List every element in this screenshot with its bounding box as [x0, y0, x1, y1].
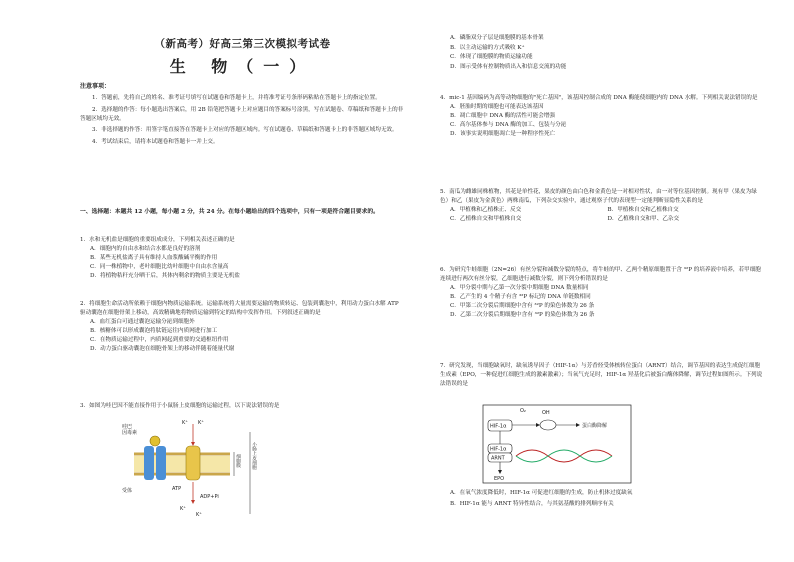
- option-b: B．核糖体可以形成囊泡将肽链运往内质网进行加工: [90, 328, 218, 335]
- notes-block: [80, 82, 405, 147]
- arnt-label: ARNT: [491, 455, 505, 462]
- hif-label: HIF-1α: [490, 423, 507, 430]
- option-a: A．在氧气浓度降低时，HIF-1α 可促进红细胞的生成，防止机体过度缺氧: [450, 490, 633, 496]
- exam-subject: 生 物（一）: [169, 57, 316, 76]
- protease-label: 蛋白酶降解: [582, 423, 608, 429]
- figure-label-k-top: K⁺: [198, 420, 204, 426]
- question-stem: 1．水和无机盐是细胞的重要组成成分，下列相关表述正确的是: [80, 237, 235, 243]
- question-3-stem: 3．如图为哇巴因不能直接作用于小鼠肠上皮细胞的运输过程，以下说法错误的是: [80, 403, 280, 409]
- question-1: [80, 236, 405, 281]
- question-3-options: [440, 34, 765, 72]
- note-item: 2．选择题的作答：每小题选出答案后，用 2B 铅笔把答题卡上对应题目的答案标号涂黑，写在试题卷、草稿纸和答题卡上的非答题区域均无效。: [80, 106, 404, 122]
- notes-heading: 注意事项：: [80, 83, 111, 90]
- o2-label: O₂: [520, 408, 526, 414]
- option-a: A．血红蛋白可通过囊泡运输分泌到细胞外: [90, 319, 195, 326]
- question-6: [440, 266, 765, 320]
- option-b: B．乙产生的 4 个精子有含 ³²P 标记的 DNA 单链数相同: [450, 294, 591, 301]
- hif-regulation-figure: [482, 404, 632, 484]
- option-a: A．甲分裂中期与乙第一次分裂中期细胞 DNA 数量相同: [450, 285, 589, 292]
- question-stem: 6．为研究牛蛙细胞（2N=26）有丝分裂和减数分裂的特点，将牛蛙的甲、乙两个精原细胞置于含 ³²P 的培养液中培养，若甲细胞连续进行两次有丝分裂，乙细胞进行减数分裂，则下列分析错误的是: [440, 267, 761, 283]
- figure-label-k-bottom2: K⁺: [196, 512, 202, 518]
- question-2: [80, 300, 405, 354]
- option-b: B．凋亡细胞中 DNA 酶的活性可能会增强: [450, 113, 555, 120]
- note-item: 1．答题前，先将自己的姓名、准考证号填写在试题卷和答题卡上，并将准考证号条形码粘贴在答题卡上的指定位置。: [92, 95, 381, 102]
- hif-label-2: HIF-1α: [490, 446, 507, 453]
- figure-label-adp: ADP+Pi: [200, 494, 219, 500]
- question-4: [440, 94, 765, 139]
- note-item: 3．非选择题的作答：用签字笔直接答在答题卡上对应的答题区域内。写在试题卷、草稿纸和答题卡上的非答题区域均无效。: [92, 127, 398, 134]
- question-5: [440, 188, 765, 224]
- option-d: D．该事实说明细胞凋亡是一种程序性死亡: [450, 131, 556, 138]
- option-c: C．同一株植物中，老叶细胞比幼叶细胞中自由水含量高: [90, 264, 229, 271]
- option-b: B．甲植株自交和乙植株自交: [607, 207, 679, 214]
- figure-label-drug: 哇巴因毒素: [122, 424, 138, 436]
- option-row: [440, 206, 765, 215]
- membrane-transport-figure: [120, 416, 280, 520]
- option-b: B．HIF-1α 能与 ARNT 特异性结合，与其氨基酸的排列顺序有关: [450, 500, 614, 507]
- question-stem: 2．将细胞生命活动所依赖于细胞内物质运输系统。运输系统将大量需要运输的物质转运、包装到囊泡中，利用动力蛋白水解 ATP 驱动囊泡在细胞骨架上移动，高效精确地将物质运输到特定的结构中发挥作用。下列叙述正确的是: [80, 301, 399, 317]
- option-a: A．甲植株和乙植株正、反交: [450, 207, 522, 214]
- oh-label: OH: [542, 410, 550, 416]
- option-a: A．胚胎时期的细胞也可能表达该基因: [450, 104, 544, 111]
- option-d: D．乙第二次分裂后期细胞中含有 ³²P 的染色体数为 26 条: [450, 312, 595, 319]
- question-7-options: [440, 488, 765, 509]
- option-d: D．将植物秸秆充分晒干后，其体内剩余的物质主要是无机盐: [90, 273, 240, 280]
- question-stem: 4．mic-1 基因编码为高等动物细胞的"死亡基因"，该基因控制合成的 DNA 酶能使细胞内的 DNA 水解。下列相关说法错误的是: [440, 95, 758, 101]
- option-c: C．在物质运输过程中，内质网起到重要的交通枢纽作用: [90, 337, 229, 344]
- option-b: B．某些无机盐离子具有维持人血浆酸碱平衡的作用: [90, 255, 218, 262]
- option-c: C．体现了细胞膜的物质运输功能: [450, 54, 533, 60]
- figure-label-atp: ATP: [172, 486, 182, 492]
- option-c: C．乙植株自交和甲植株自交: [450, 216, 522, 223]
- option-c: C．甲第二次分裂后期细胞中含有 ³²P 的染色体数为 26 条: [450, 303, 595, 310]
- figure-label-receptor: 受体: [122, 488, 133, 494]
- note-item: 4．考试结束后，请将本试题卷和答题卡一并上交。: [92, 138, 219, 145]
- atp-pump: [186, 446, 200, 480]
- question-7-stem: 7．研究发现，当细胞缺氧时，缺氧诱导因子（HIF-1α）与芳香烃受体核转位蛋白（ARNT）结合，调节基因的表达生成促红细胞生成素（EPO，一种促进红细胞生成的激素激素）；当氧气充足时，HIF-1α 羟基化后被蛋白酶体降解，调节过程如图所示。下列说法错误的是: [440, 363, 763, 388]
- figure-side-label-cell: 小肠上皮细胞: [251, 442, 257, 470]
- section-heading: 一、选择题：本题共 12 小题，每小题 2 分，共 24 分。在每小题给出的四个选项中，只有一项是符合题目要求的。: [80, 209, 379, 215]
- option-d: D．乙植株自交和甲、乙杂交: [607, 216, 680, 223]
- option-c: C．高尔基体参与 DNA 酶的加工、包装与分泌: [450, 122, 567, 129]
- epo-label: EPO: [494, 476, 505, 482]
- option-b: B．以主动运输的方式吸收 K⁺: [450, 44, 525, 51]
- option-a: A．细胞内的自由水和结合水都是良好的溶剂: [90, 246, 201, 253]
- figure-label-k-top2: K⁺: [182, 420, 188, 426]
- exam-title: （新高考）好高三第三次模拟考试卷: [154, 38, 331, 50]
- figure-label-k-bottom: K⁺: [180, 506, 186, 512]
- option-a: A．磷脂双分子层是细胞膜的基本骨架: [450, 35, 544, 41]
- figure-side-label-membrane: 细胞膜: [235, 454, 241, 468]
- option-d: D．图示受体有控制物质出入和信息交流的功能: [450, 63, 567, 70]
- option-d: D．动力蛋白驱动囊泡在细胞骨架上的移动伴随着能量代谢: [90, 346, 235, 353]
- question-stem: 5．南瓜为雌雄同株植物，其花是单性花，果皮的颜色由白色和金黄色是一对相对性状，由一对等位基因控制。现有甲（果皮为绿色）和乙（果皮为金黄色）两株南瓜，下列杂交实验中，通过观察子代的表现型一定能判断显隐性关系的是: [440, 189, 757, 205]
- option-row: [440, 215, 765, 224]
